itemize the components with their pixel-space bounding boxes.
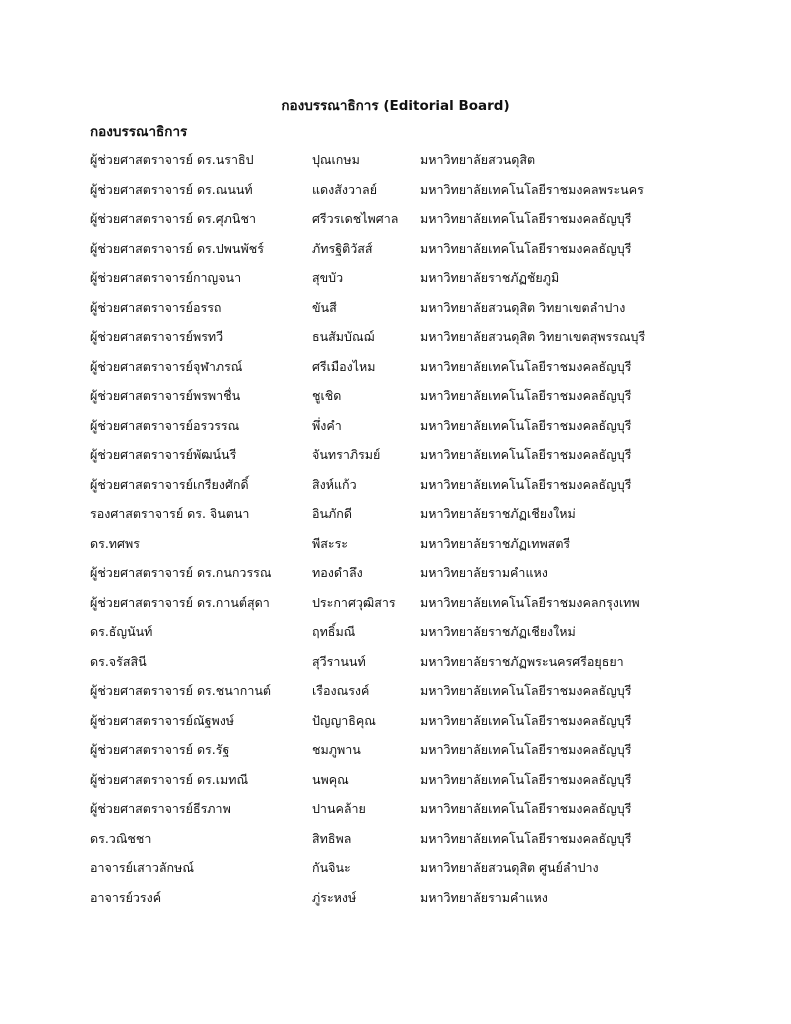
board-member-row (90, 416, 730, 446)
member-surname: สิงห์แก้ว (312, 476, 357, 492)
member-surname: เรืองณรงค์ (312, 683, 370, 698)
member-title-name: ผู้ช่วยศาสตราจารย์ ดร.ชนากานต์ (90, 683, 272, 698)
board-member-row (90, 298, 730, 328)
board-member-row (90, 652, 730, 682)
member-surname: ศรีวรเดชไพศาล (312, 211, 399, 226)
member-title-name: ผู้ช่วยศาสตราจารย์ณัฐพงษ์ (90, 712, 235, 728)
member-title-name: ดร.ทศพร (90, 535, 140, 551)
member-affiliation: มหาวิทยาลัยเทคโนโลยีราชมงคลธัญบุรี (420, 447, 632, 462)
member-affiliation: มหาวิทยาลัยเทคโนโลยีราชมงคลธัญบุรี (420, 417, 632, 433)
member-surname: ชมภูพาน (312, 742, 361, 757)
member-surname: ขันสี (312, 299, 337, 315)
board-member-row (90, 239, 730, 269)
member-title-name: ผู้ช่วยศาสตราจารย์อรรถ (90, 299, 222, 315)
member-title-name: ผู้ช่วยศาสตราจารย์ ดร.นราธิป (90, 152, 254, 167)
member-surname: ฤทธิ์มณี (312, 624, 356, 639)
member-title-name: ดร.จรัสสินี (90, 653, 147, 669)
member-title-name: ผู้ช่วยศาสตราจารย์ธีรภาพ (90, 801, 231, 816)
member-affiliation: มหาวิทยาลัยสวนดุสิต วิทยาเขตลำปาง (420, 299, 626, 315)
board-member-row (90, 268, 730, 298)
member-surname: ศรีเมืองไหม (312, 358, 376, 374)
board-member-row (90, 445, 730, 475)
member-surname: ปุณเกษม (312, 152, 360, 167)
member-title-name: ผู้ช่วยศาสตราจารย์ ดร.ศุภนิชา (90, 211, 256, 226)
board-member-row (90, 799, 730, 829)
board-member-row (90, 475, 730, 505)
member-affiliation: มหาวิทยาลัยเทคโนโลยีราชมงคลธัญบุรี (420, 683, 632, 698)
member-surname: ทองดำลึง (312, 565, 363, 580)
board-member-row (90, 150, 730, 180)
board-member-row (90, 504, 730, 534)
member-surname: ภัทรฐิติวัสส์ (312, 240, 373, 256)
member-surname: ธนสัมบัณฌ์ (312, 329, 375, 344)
member-title-name: ผู้ช่วยศาสตราจารย์จุฬาภรณ์ (90, 358, 243, 374)
member-affiliation: มหาวิทยาลัยเทคโนโลยีราชมงคลกรุงเทพ (420, 594, 640, 610)
member-surname: พึ่งคำ (312, 417, 342, 433)
member-affiliation: มหาวิทยาลัยรามคำแหง (420, 565, 548, 580)
member-surname: สุวีรานนท์ (312, 653, 366, 669)
member-title-name: ดร.ธัญนันท์ (90, 624, 153, 639)
member-affiliation: มหาวิทยาลัยรามคำแหง (420, 889, 548, 905)
member-title-name: ผู้ช่วยศาสตราจารย์ ดร.กนกวรรณ (90, 565, 272, 580)
editorial-board-list (90, 150, 730, 917)
member-affiliation: มหาวิทยาลัยสวนดุสิต วิทยาเขตสุพรรณบุรี (420, 329, 646, 344)
member-title-name: ผู้ช่วยศาสตราจารย์ ดร.เมทณี (90, 771, 249, 787)
member-affiliation: มหาวิทยาลัยเทคโนโลยีราชมงคลธัญบุรี (420, 211, 632, 226)
member-title-name: ผู้ช่วยศาสตราจารย์ ดร.ณนนท์ (90, 181, 253, 197)
page-title: กองบรรณาธิการ (Editorial Board) (281, 98, 510, 114)
member-title-name: ผู้ช่วยศาสตราจารย์เกรียงศักดิ์ (90, 476, 249, 492)
member-affiliation: มหาวิทยาลัยเทคโนโลยีราชมงคลธัญบุรี (420, 240, 632, 256)
member-affiliation: มหาวิทยาลัยสวนดุสิต (420, 152, 536, 167)
member-affiliation: มหาวิทยาลัยเทคโนโลยีราชมงคลธัญบุรี (420, 388, 632, 403)
member-affiliation: มหาวิทยาลัยราชภัฏพระนครศรีอยุธยา (420, 653, 624, 669)
member-surname: ปานคล้าย (312, 801, 366, 816)
member-surname: จันทราภิรมย์ (312, 447, 381, 462)
board-member-row (90, 829, 730, 859)
board-member-row (90, 711, 730, 741)
member-affiliation: มหาวิทยาลัยเทคโนโลยีราชมงคลธัญบุรี (420, 476, 632, 492)
member-title-name: ผู้ช่วยศาสตราจารย์ ดร.ปพนพัชร์ (90, 240, 264, 256)
member-affiliation: มหาวิทยาลัยเทคโนโลยีราชมงคลธัญบุรี (420, 830, 632, 846)
member-affiliation: มหาวิทยาลัยราชภัฏเทพสตรี (420, 535, 571, 551)
member-surname: นพคุณ (312, 771, 349, 787)
member-surname: แดงสังวาลย์ (312, 181, 378, 197)
member-surname: ชูเชิด (312, 388, 342, 403)
member-surname: ประกาศวุฒิสาร (312, 594, 396, 610)
member-title-name: อาจารย์เสาวลักษณ์ (90, 860, 194, 875)
member-affiliation: มหาวิทยาลัยราชภัฏเชียงใหม่ (420, 624, 576, 639)
board-member-row (90, 563, 730, 593)
member-affiliation: มหาวิทยาลัยสวนดุสิต ศูนย์ลำปาง (420, 860, 599, 875)
member-affiliation: มหาวิทยาลัยเทคโนโลยีราชมงคลธัญบุรี (420, 358, 632, 374)
member-title-name: ผู้ช่วยศาสตราจารย์พรพาชื่น (90, 388, 241, 403)
member-surname: กันจินะ (312, 860, 351, 875)
board-member-row (90, 357, 730, 387)
board-member-row (90, 681, 730, 711)
member-title-name: ผู้ช่วยศาสตราจารย์ ดร.กานต์สุดา (90, 594, 270, 610)
board-member-row (90, 858, 730, 888)
member-affiliation: มหาวิทยาลัยเทคโนโลยีราชมงคลธัญบุรี (420, 801, 632, 816)
member-affiliation: มหาวิทยาลัยเทคโนโลยีราชมงคลธัญบุรี (420, 771, 632, 787)
board-member-row (90, 180, 730, 210)
member-surname: พีสะระ (312, 535, 349, 551)
member-affiliation: มหาวิทยาลัยเทคโนโลยีราชมงคลธัญบุรี (420, 712, 632, 728)
member-title-name: ผู้ช่วยศาสตราจารย์กาญจนา (90, 270, 242, 285)
member-title-name: ดร.วณิชชา (90, 830, 152, 846)
member-surname: อินภักดี (312, 506, 352, 521)
member-affiliation: มหาวิทยาลัยราชภัฏชัยภูมิ (420, 270, 560, 285)
board-member-row (90, 593, 730, 623)
board-member-row (90, 209, 730, 239)
board-member-row (90, 327, 730, 357)
board-member-row (90, 534, 730, 564)
section-heading: กองบรรณาธิการ (90, 124, 188, 140)
member-surname: ปัญญาธิคุณ (312, 712, 376, 728)
board-member-row (90, 386, 730, 416)
member-surname: สิทธิพล (312, 830, 352, 846)
member-surname: สุขบัว (312, 270, 344, 285)
member-title-name: ผู้ช่วยศาสตราจารย์พรทวี (90, 329, 224, 344)
member-affiliation: มหาวิทยาลัยเทคโนโลยีราชมงคลพระนคร (420, 181, 644, 197)
board-member-row (90, 622, 730, 652)
board-member-row (90, 770, 730, 800)
member-affiliation: มหาวิทยาลัยเทคโนโลยีราชมงคลธัญบุรี (420, 742, 632, 757)
member-surname: ภู่ระหงษ์ (312, 889, 357, 905)
member-title-name: ผู้ช่วยศาสตราจารย์อรวรรณ (90, 417, 240, 433)
member-affiliation: มหาวิทยาลัยราชภัฏเชียงใหม่ (420, 506, 576, 521)
board-member-row (90, 740, 730, 770)
board-member-row (90, 888, 730, 918)
member-title-name: อาจารย์วรงค์ (90, 889, 162, 905)
member-title-name: ผู้ช่วยศาสตราจารย์ ดร.รัฐ (90, 742, 230, 757)
member-title-name: ผู้ช่วยศาสตราจารย์พัฒน์นรี (90, 447, 237, 462)
member-title-name: รองศาสตราจารย์ ดร. จินตนา (90, 506, 250, 521)
